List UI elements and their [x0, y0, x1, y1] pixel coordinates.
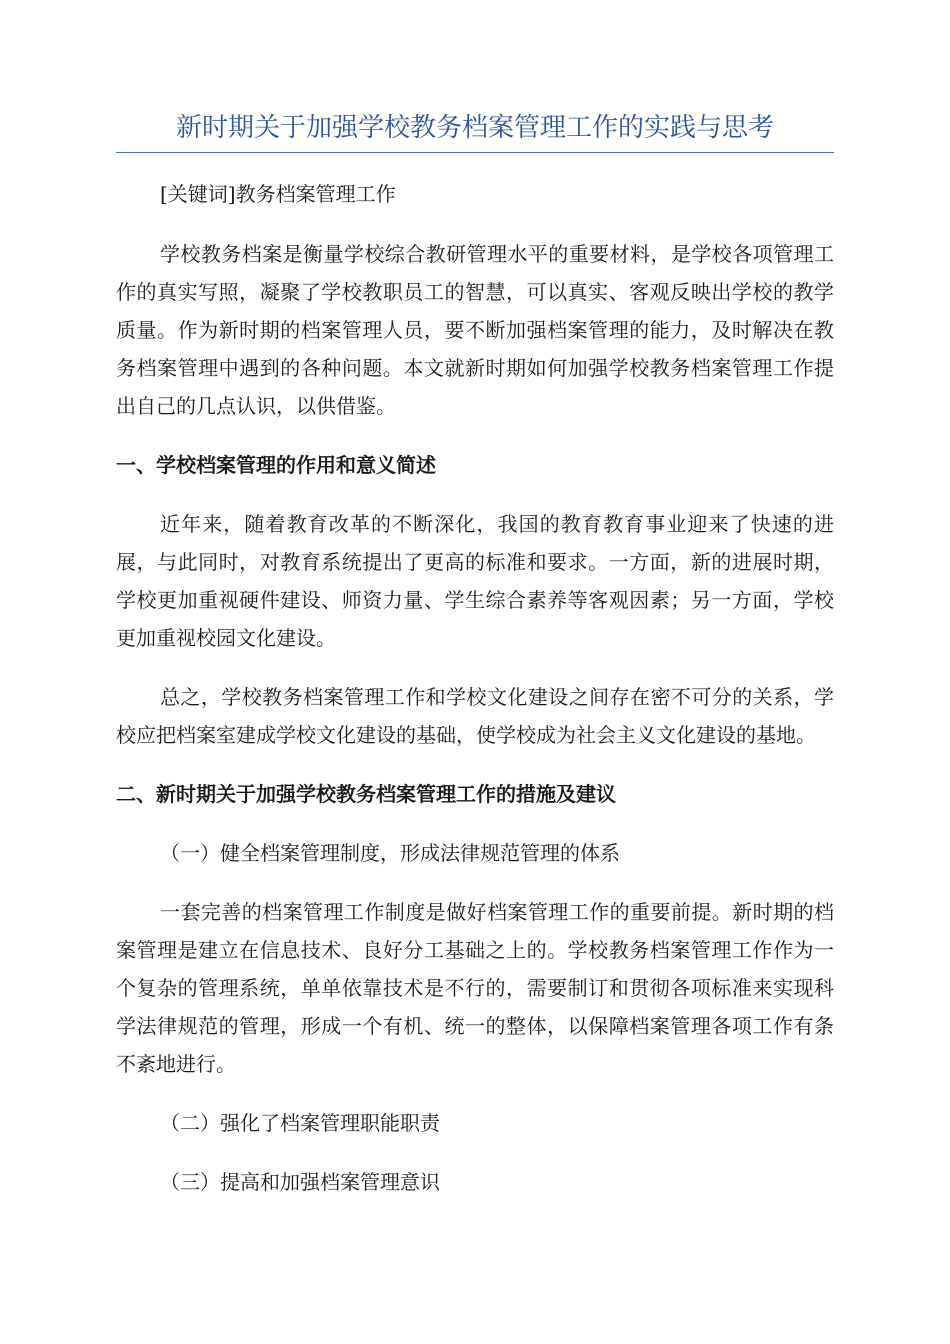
section-2-heading: 二、新时期关于加强学校教务档案管理工作的措施及建议	[116, 782, 616, 806]
subsection-2-heading: （二）强化了档案管理职能职责	[160, 1111, 440, 1135]
subsection-1-heading: （一）健全档案管理制度，形成法律规范管理的体系	[160, 841, 620, 865]
section-1-heading: 一、学校档案管理的作用和意义简述	[116, 453, 436, 477]
section-2-paragraph-1: 一套完善的档案管理工作制度是做好档案管理工作的重要前提。新时期的档案管理是建立在信息技术、良好分工基础之上的。学校教务档案管理工作作为一个复杂的管理系统，单单依靠技术是不行的，需要制订和贯彻各项标准来实现科学法律规范的管理，形成一个有机、统一的整体，以保障档案管理各项工作有条不紊地进行。	[116, 900, 834, 1076]
intro-paragraph: 学校教务档案是衡量学校综合教研管理水平的重要材料，是学校各项管理工作的真实写照，凝聚了学校教职员工的智慧，可以真实、客观反映出学校的教学质量。作为新时期的档案管理人员，要不断加强档案管理的能力，及时解决在教务档案管理中遇到的各种问题。本文就新时期如何加强学校教务档案管理工作提出自己的几点认识，以供借鉴。	[116, 242, 834, 418]
section-1-paragraph-2: 总之，学校教务档案管理工作和学校文化建设之间存在密不可分的关系，学校应把档案室建成学校文化建设的基础，使学校成为社会主义文化建设的基地。	[116, 685, 834, 747]
document-title: 新时期关于加强学校教务档案管理工作的实践与思考	[116, 108, 834, 153]
document-page	[116, 108, 834, 1201]
keywords-line: [关键词]教务档案管理工作	[160, 182, 396, 206]
subsection-3-heading: （三）提高和加强档案管理意识	[160, 1170, 440, 1194]
section-1-paragraph-1: 近年来，随着教育改革的不断深化，我国的教育教育事业迎来了快速的进展，与此同时，对教育系统提出了更高的标准和要求。一方面，新的进展时期，学校更加重视硬件建设、师资力量、学生综合素养等客观因素；另一方面，学校更加重视校园文化建设。	[116, 512, 834, 650]
